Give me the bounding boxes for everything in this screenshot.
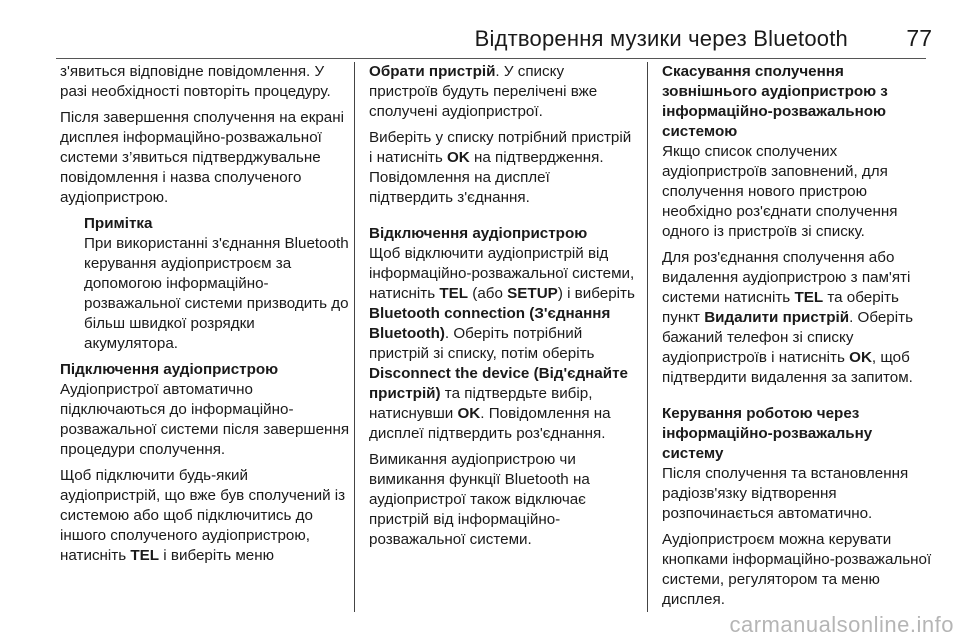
section-heading: Скасування сполучення зовнішнього аудіопристрою з інформаційно-розважальною системою	[662, 63, 888, 140]
keyword: Видалити пристрій	[704, 309, 850, 326]
paragraph: Для роз'єднання сполучення або видалення аудіопристрою з пам'яті системи натисніть TEL та оберіть пункт Видалити пристрій. Оберіть бажаний телефон зі списку аудіопристроїв і натисніть OK, щоб підтвердити видалення за запитом.	[662, 249, 913, 386]
note-text: При використанні з'єднання Bluetooth керування аудіопристроєм за допомогою інформаційно-розважальної системи призводить до більш швидкої розрядки акумулятора.	[84, 235, 349, 352]
header-rule	[56, 58, 926, 59]
paragraph: з'явиться відповідне повідомлення. У разі необхідності повторіть процедуру.	[60, 63, 331, 100]
section-heading: Керування роботою через інформаційно-розважальну систему	[662, 405, 873, 462]
page-title: Відтворення музики через Bluetooth	[474, 26, 848, 51]
paragraph: Щоб підключити будь-який аудіопристрій, що вже був сполучений із системою або щоб підключитись до іншого сполученого аудіопристрою, натисніть TEL і виберіть меню	[60, 467, 346, 564]
keyword: SETUP	[507, 285, 558, 302]
column-1	[60, 62, 350, 572]
note-box	[84, 214, 350, 354]
paragraph: Обрати пристрій. У списку пристроїв будуть перелічені вже сполучені аудіопристрої.	[369, 63, 598, 120]
column-2	[369, 62, 637, 556]
keyword: OK	[457, 405, 481, 422]
section-heading: Відключення аудіопристрою	[369, 225, 588, 242]
paragraph: Після сполучення та встановлення радіозв'язку відтворення розпочинається автоматично.	[662, 465, 909, 522]
paragraph: Аудіопристрої автоматично підключаються до інформаційно-розважальної системи після завершення процедури сполучення.	[60, 381, 350, 458]
keyword: TEL	[130, 547, 160, 564]
column-divider	[647, 62, 648, 612]
keyword: TEL	[794, 289, 824, 306]
keyword: Обрати пристрій	[369, 63, 496, 80]
paragraph: Виберіть у списку потрібний пристрій і натисніть OK на підтвердження. Повідомлення на дисплеї підтвердить з'єднання.	[369, 129, 632, 206]
paragraph: Після завершення сполучення на екрані дисплея інформаційно-розважальної системи з’явиться підтверджувальне повідомлення і назва сполученого аудіопристрою.	[60, 109, 345, 206]
paragraph: Вимикання аудіопристрою чи вимикання функції Bluetooth на аудіопристрої також відключає пристрій від інформаційно-розважальної системи.	[369, 451, 590, 548]
column-divider	[354, 62, 355, 612]
keyword: OK	[849, 349, 872, 366]
keyword: Disconnect the device (Від'єднайте пристрій)	[369, 365, 628, 402]
keyword: OK	[446, 149, 470, 166]
column-3	[662, 62, 932, 616]
paragraph: Аудіопристроєм можна керувати кнопками інформаційно-розважальної системи, регулятором та меню дисплея.	[662, 531, 932, 608]
watermark: carmanualsonline.info	[729, 612, 954, 637]
keyword: TEL	[439, 285, 469, 302]
paragraph: Якщо список сполучених аудіопристроїв заповнений, для сполучення нового пристрою необхідно роз'єднати сполучення одного із пристроїв зі списку.	[662, 143, 898, 240]
keyword: Bluetooth connection (З'єднання Bluetooth)	[369, 305, 611, 342]
page-header	[0, 0, 960, 62]
paragraph: Щоб відключити аудіопристрій від інформаційно-розважальної системи, натисніть TEL (або SETUP) і виберіть Bluetooth connection (З'єднання Bluetooth). Оберіть потрібний пристрій зі списку, потім оберіть Disconnect the device (Від'єднайте пристрій) та підтвердьте вибір, натиснувши OK. Повідомлення на дисплеї підтвердить роз'єднання.	[369, 245, 635, 442]
note-title: Примітка	[84, 215, 153, 232]
section-heading: Підключення аудіопристрою	[60, 361, 279, 378]
page-number: 77	[906, 25, 932, 51]
